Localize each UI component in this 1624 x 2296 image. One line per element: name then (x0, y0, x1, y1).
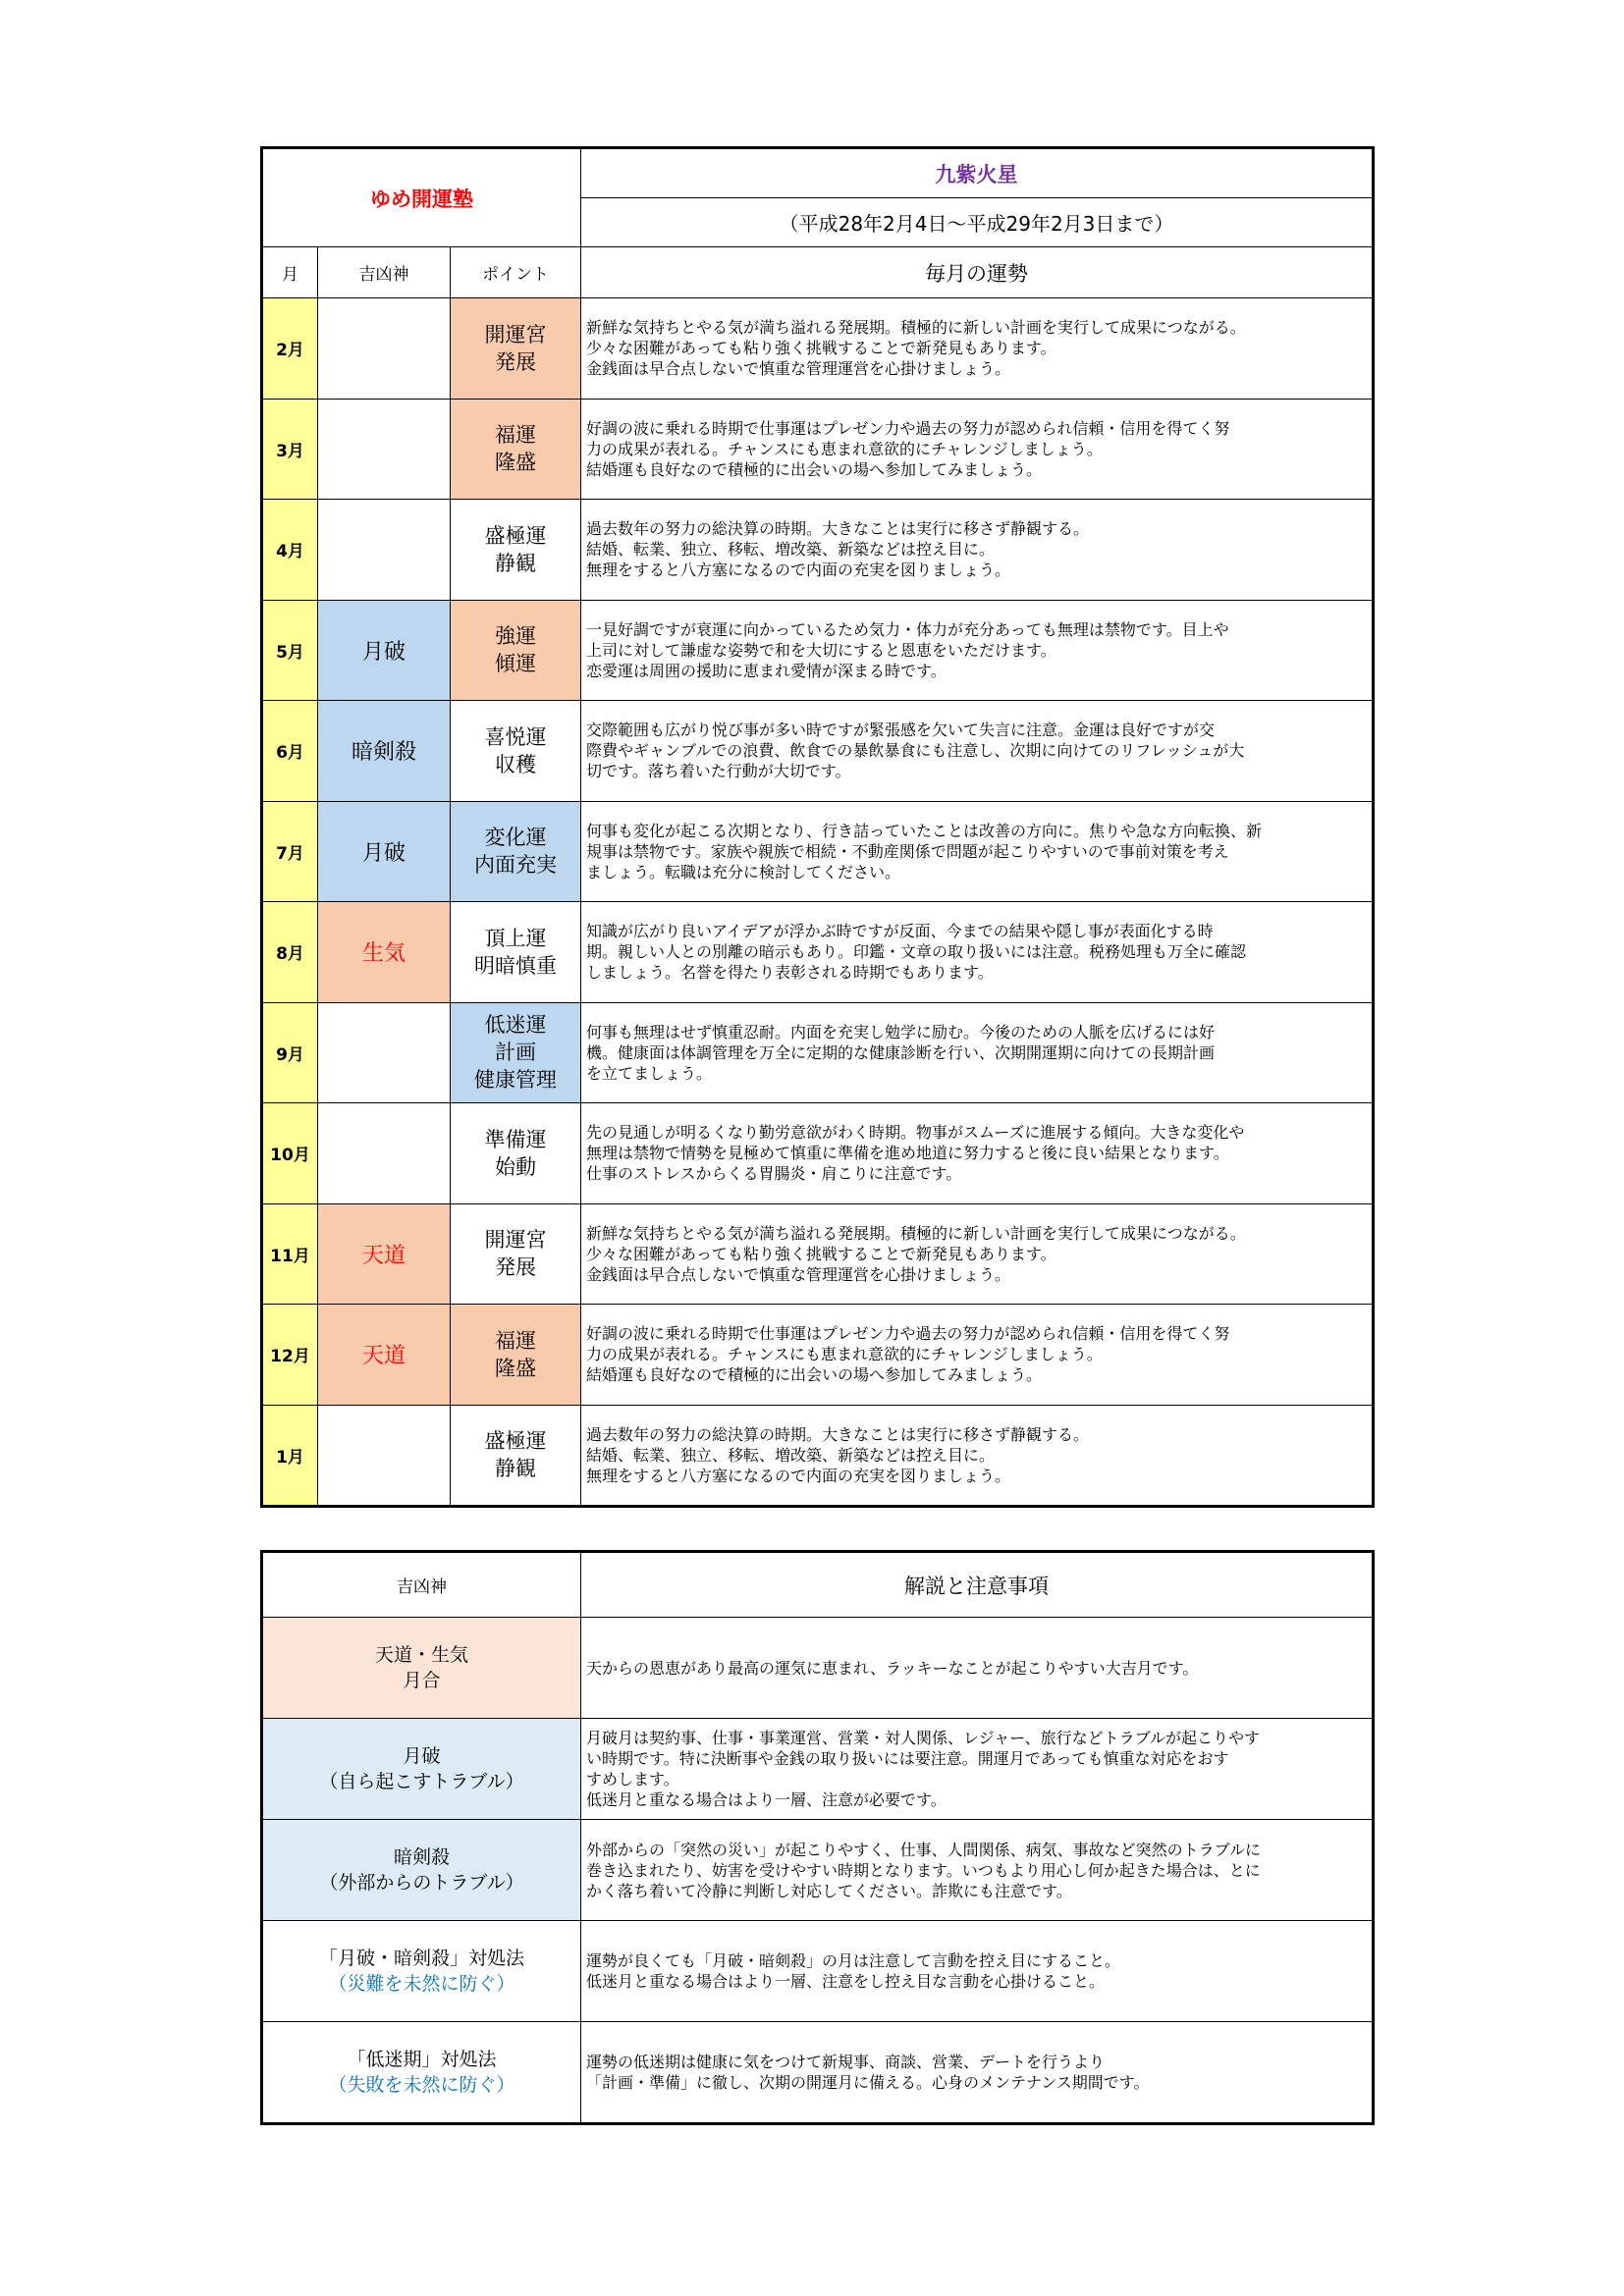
fortune-desc-line: 仕事のストレスからくる胃腸炎・肩こりに注意です。 (586, 1164, 962, 1184)
fortune-desc-line: 恋愛運は周囲の援助に恵まれ愛情が深まる時です。 (586, 661, 947, 680)
col-header-fortune: 毎月の運勢 (581, 247, 1373, 298)
monthly-fortune-table (262, 148, 1373, 1506)
point-line: 隆盛 (495, 451, 536, 475)
legend-label-line: 「低迷期」対処法 (347, 2049, 497, 2070)
fortune-desc-cell (581, 500, 1373, 601)
point-line: 変化運 (484, 826, 547, 850)
legend-desc-cell (581, 1618, 1373, 1719)
god-cell (318, 1405, 451, 1506)
fortune-desc-line: 新鮮な気持ちとやる気が満ち溢れる発展期。積極的に新しい計画を実行して成果につながる。 (586, 1223, 1246, 1243)
point-line: 頂上運 (484, 926, 547, 950)
point-line: 開運宮 (484, 1228, 547, 1253)
god-cell: 天道 (318, 1203, 451, 1305)
fortune-desc-cell (581, 1002, 1373, 1103)
legend-row (263, 2022, 1373, 2123)
fortune-desc-line: を立てましょう。 (586, 1063, 713, 1083)
fortune-desc-cell (581, 1103, 1373, 1204)
point-line: 強運 (495, 624, 536, 649)
legend-label-line: 月合 (403, 1670, 441, 1691)
col-header-god: 吉凶神 (318, 247, 451, 298)
god-cell: 生気 (318, 902, 451, 1003)
month-row (263, 1103, 1373, 1204)
fortune-desc-line: 結婚運も良好なので積極的に出会いの場へ参加してみましょう。 (586, 459, 1043, 479)
legend-sub-label: （失敗を未然に防ぐ） (328, 2074, 515, 2096)
month-row (263, 801, 1373, 902)
brand-title: ゆめ開運塾 (263, 149, 581, 247)
month-cell: 11月 (263, 1203, 318, 1305)
point-line: 始動 (495, 1154, 536, 1179)
month-cell: 7月 (263, 801, 318, 902)
fortune-desc-line: 際費やギャンブルでの浪費、飲食での暴飲暴食にも注意し、次期に向けてのリフレッシュが大 (586, 741, 1245, 761)
fortune-desc-line: 新鮮な気持ちとやる気が満ち溢れる発展期。積極的に新しい計画を実行して成果につながる。 (586, 318, 1246, 338)
fortune-desc-line: 好調の波に乗れる時期で仕事運はプレゼン力や過去の努力が認められ信頼・信用を得てく努 (586, 1324, 1230, 1344)
legend-desc-line: 天からの恩恵があり最高の運気に恵まれ、ラッキーなことが起こりやすい大吉月です。 (586, 1658, 1199, 1678)
god-cell: 天道 (318, 1305, 451, 1406)
legend-table (262, 1552, 1373, 2123)
star-title: 九紫火星 (581, 149, 1373, 198)
fortune-desc-line: 金銭面は早合点しないで慎重な管理運営を心掛けましょう。 (586, 1264, 1011, 1284)
fortune-desc-line: 無理をすると八方塞になるので内面の充実を図りましょう。 (586, 561, 1011, 580)
point-line: 開運宮 (484, 322, 547, 347)
legend-desc-line: 巻き込まれたり、妨害を受けやすい時期となります。いつもより用心し何か起きた場合は、とに (586, 1860, 1261, 1880)
month-cell: 5月 (263, 600, 318, 701)
god-cell (318, 298, 451, 400)
point-line: 隆盛 (495, 1356, 536, 1380)
point-cell (451, 1405, 581, 1506)
fortune-desc-cell (581, 399, 1373, 500)
fortune-desc-line: 交際範囲も広がり悦び事が多い時ですが緊張感を欠いて失言に注意。金運は良好ですが交 (586, 721, 1216, 740)
fortune-desc-line: 無理は禁物で情勢を見極めて慎重に準備を進め地道に努力すると後に良い結果となります。 (586, 1144, 1229, 1163)
god-cell: 暗剣殺 (318, 701, 451, 802)
fortune-desc-cell (581, 1203, 1373, 1305)
point-line: 福運 (495, 1328, 536, 1353)
fortune-desc-cell (581, 801, 1373, 902)
legend-label-cell (263, 2022, 581, 2123)
legend-sub-label: （災難を未然に防ぐ） (328, 1973, 515, 1995)
point-line: 計画 (495, 1041, 536, 1065)
legend-label-line: （自ら起こすトラブル） (319, 1771, 524, 1792)
point-cell (451, 600, 581, 701)
period-text: （平成28年2月4日～平成29年2月3日まで） (581, 198, 1373, 247)
fortune-desc-line: ましょう。転職は充分に検討してください。 (586, 862, 901, 881)
fortune-desc-line: 少々な困難があっても粘り強く挑戦することで新発見もあります。 (586, 339, 1056, 358)
legend-label-cell (263, 1820, 581, 1921)
fortune-desc-line: 過去数年の努力の総決算の時期。大きなことは実行に移さず静観する。 (586, 1424, 1090, 1444)
god-cell (318, 1103, 451, 1204)
fortune-desc-line: 何事も変化が起こる次期となり、行き詰っていたことは改善の方向に。焦りや急な方向転換、新 (586, 821, 1263, 840)
legend-desc-line: 外部からの「突然の災い」が起こりやすく、仕事、人間関係、病気、事故など突然のトラブルに (586, 1840, 1262, 1859)
point-cell (451, 500, 581, 601)
fortune-desc-line: 先の見通しが明るくなり勤労意欲がわく時期。物事がスムーズに進展する傾向。大きな変化や (586, 1123, 1245, 1143)
point-cell (451, 1203, 581, 1305)
point-line: 静観 (495, 1457, 536, 1481)
fortune-desc-line: 少々な困難があっても粘り強く挑戦することで新発見もあります。 (586, 1244, 1056, 1263)
month-row (263, 600, 1373, 701)
legend-row (263, 1618, 1373, 1719)
legend-desc-line: すめします。 (586, 1770, 679, 1789)
point-cell (451, 1305, 581, 1406)
legend-desc-cell (581, 1921, 1373, 2022)
point-line: 静観 (495, 551, 536, 575)
legend-desc-line: い時期です。特に決断事や金銭の取り扱いには要注意。開運月であっても慎重な対応をおす (586, 1749, 1229, 1768)
month-cell: 9月 (263, 1002, 318, 1103)
fortune-desc-cell (581, 600, 1373, 701)
fortune-desc-line: 規事は禁物です。家族や親族で相続・不動産関係で問題が起こりやすいので事前対策を考え (586, 841, 1229, 861)
point-line: 低迷運 (484, 1013, 547, 1038)
legend-label-line: 天道・生気 (374, 1644, 468, 1666)
fortune-desc-line: 金銭面は早合点しないで慎重な管理運営を心掛けましょう。 (586, 359, 1011, 379)
legend-label-line: 「月破・暗剣殺」対処法 (318, 1948, 524, 1969)
god-cell: 月破 (318, 600, 451, 701)
legend-label-cell (263, 1719, 581, 1820)
month-row (263, 701, 1373, 802)
month-cell: 6月 (263, 701, 318, 802)
fortune-desc-line: 好調の波に乗れる時期で仕事運はプレゼン力や過去の努力が認められ信頼・信用を得てく努 (586, 418, 1230, 438)
fortune-desc-cell (581, 298, 1373, 400)
month-row (263, 1203, 1373, 1305)
point-cell (451, 1103, 581, 1204)
point-line: 内面充実 (474, 853, 557, 878)
point-cell (451, 399, 581, 500)
fortune-desc-line: 知識が広がり良いアイデアが浮かぶ時ですが反面、今までの結果や隠し事が表面化する時 (586, 922, 1214, 941)
fortune-desc-line: 力の成果が表れる。チャンスにも恵まれ意欲的にチャレンジしましょう。 (586, 1345, 1103, 1364)
point-line: 傾運 (495, 652, 536, 676)
legend-desc-cell (581, 1719, 1373, 1820)
legend-label-cell (263, 1921, 581, 2022)
month-cell: 8月 (263, 902, 318, 1003)
god-cell (318, 399, 451, 500)
point-line: 収穫 (495, 752, 536, 776)
legend-desc-line: 低迷月と重なる場合はより一層、注意をし控え目な言動を心掛けること。 (586, 1972, 1106, 1991)
month-cell: 3月 (263, 399, 318, 500)
month-row (263, 399, 1373, 500)
legend-label-cell (263, 1618, 581, 1719)
fortune-desc-line: 結婚、転業、独立、移転、増改築、新築などは控え目に。 (586, 540, 996, 560)
fortune-desc-line: 切です。落ち着いた行動が大切です。 (586, 762, 851, 781)
fortune-desc-cell (581, 1405, 1373, 1506)
fortune-desc-line: 機。健康面は体調管理を万全に定期的な健康診断を行い、次期開運期に向けての長期計画 (586, 1042, 1216, 1062)
fortune-desc-line: 期。親しい人との別離の暗示もあり。印鑑・文章の取り扱いには注意。税務処理も万全に確認 (586, 942, 1247, 962)
month-row (263, 1405, 1373, 1506)
fortune-desc-line: しましょう。名誉を得たり表彰される時期でもあります。 (586, 963, 994, 983)
month-cell: 2月 (263, 298, 318, 400)
god-cell (318, 500, 451, 601)
legend-desc-line: 運勢の低迷期は健康に気をつけて新規事、商談、営業、デートを行うより (586, 2053, 1106, 2071)
legend-col-header-god: 吉凶神 (263, 1553, 581, 1618)
fortune-desc-cell (581, 701, 1373, 802)
god-cell (318, 1002, 451, 1103)
point-line: 福運 (495, 423, 536, 448)
month-row (263, 500, 1373, 601)
god-cell: 月破 (318, 801, 451, 902)
legend-label-line: 暗剣殺 (393, 1846, 450, 1868)
point-line: 準備運 (484, 1127, 547, 1151)
fortune-desc-line: 一見好調ですが衰運に向かっているため気力・体力が充分あっても無理は禁物です。目上や (586, 619, 1229, 639)
point-line: 発展 (495, 349, 536, 374)
legend-desc-line: 「計画・準備」に徹し、次期の開運月に備える。心身のメンテナンス期間です。 (586, 2073, 1150, 2092)
legend-row (263, 1820, 1373, 1921)
month-row (263, 298, 1373, 400)
month-row (263, 1305, 1373, 1406)
legend-desc-line: かく落ち着いて冷静に判断し対応してください。詐欺にも注意です。 (586, 1881, 1072, 1900)
legend-row (263, 1921, 1373, 2022)
point-cell (451, 902, 581, 1003)
col-header-point: ポイント (451, 247, 581, 298)
point-line: 喜悦運 (484, 724, 547, 749)
month-row (263, 1002, 1373, 1103)
legend-desc-line: 月破月は契約事、仕事・事業運営、営業・対人関係、レジャー、旅行などトラブルが起こりやす (586, 1729, 1261, 1747)
point-line: 盛極運 (484, 1429, 547, 1454)
legend-col-header-desc: 解説と注意事項 (581, 1553, 1373, 1618)
fortune-desc-line: 何事も無理はせず慎重忍耐。内面を充実し勉学に励む。今後のための人脈を広げるには好 (586, 1022, 1216, 1041)
legend-desc-cell (581, 1820, 1373, 1921)
point-cell (451, 1002, 581, 1103)
month-cell: 1月 (263, 1405, 318, 1506)
legend-desc-line: 運勢が良くても「月破・暗剣殺」の月は注意して言動を控え目にすること。 (586, 1951, 1121, 1970)
fortune-desc-line: 結婚運も良好なので積極的に出会いの場へ参加してみましょう。 (586, 1365, 1043, 1385)
point-cell (451, 801, 581, 902)
fortune-desc-line: 過去数年の努力の総決算の時期。大きなことは実行に移さず静観する。 (586, 519, 1090, 539)
legend-row (263, 1719, 1373, 1820)
fortune-desc-cell (581, 1305, 1373, 1406)
point-cell (451, 701, 581, 802)
month-cell: 10月 (263, 1103, 318, 1204)
legend-label-line: 月破 (403, 1745, 441, 1767)
point-line: 盛極運 (484, 523, 547, 548)
point-cell (451, 298, 581, 400)
legend-label-line: （外部からのトラブル） (319, 1872, 524, 1894)
fortune-desc-cell (581, 902, 1373, 1003)
month-cell: 4月 (263, 500, 318, 601)
point-line: 明暗慎重 (474, 953, 557, 978)
legend-desc-cell (581, 2022, 1373, 2123)
legend-desc-line: 低迷月と重なる場合はより一層、注意が必要です。 (586, 1790, 947, 1809)
point-line: 発展 (495, 1255, 536, 1280)
fortune-desc-line: 結婚、転業、独立、移転、増改築、新築などは控え目に。 (586, 1445, 996, 1465)
col-header-month: 月 (263, 247, 318, 298)
fortune-desc-line: 上司に対して謙虚な姿勢で和を大切にすると恩恵をいただけます。 (586, 640, 1056, 660)
fortune-desc-line: 無理をすると八方塞になるので内面の充実を図りましょう。 (586, 1466, 1011, 1485)
point-line: 健康管理 (474, 1068, 557, 1093)
month-cell: 12月 (263, 1305, 318, 1406)
fortune-desc-line: 力の成果が表れる。チャンスにも恵まれ意欲的にチャレンジしましょう。 (586, 439, 1103, 458)
month-row (263, 902, 1373, 1003)
